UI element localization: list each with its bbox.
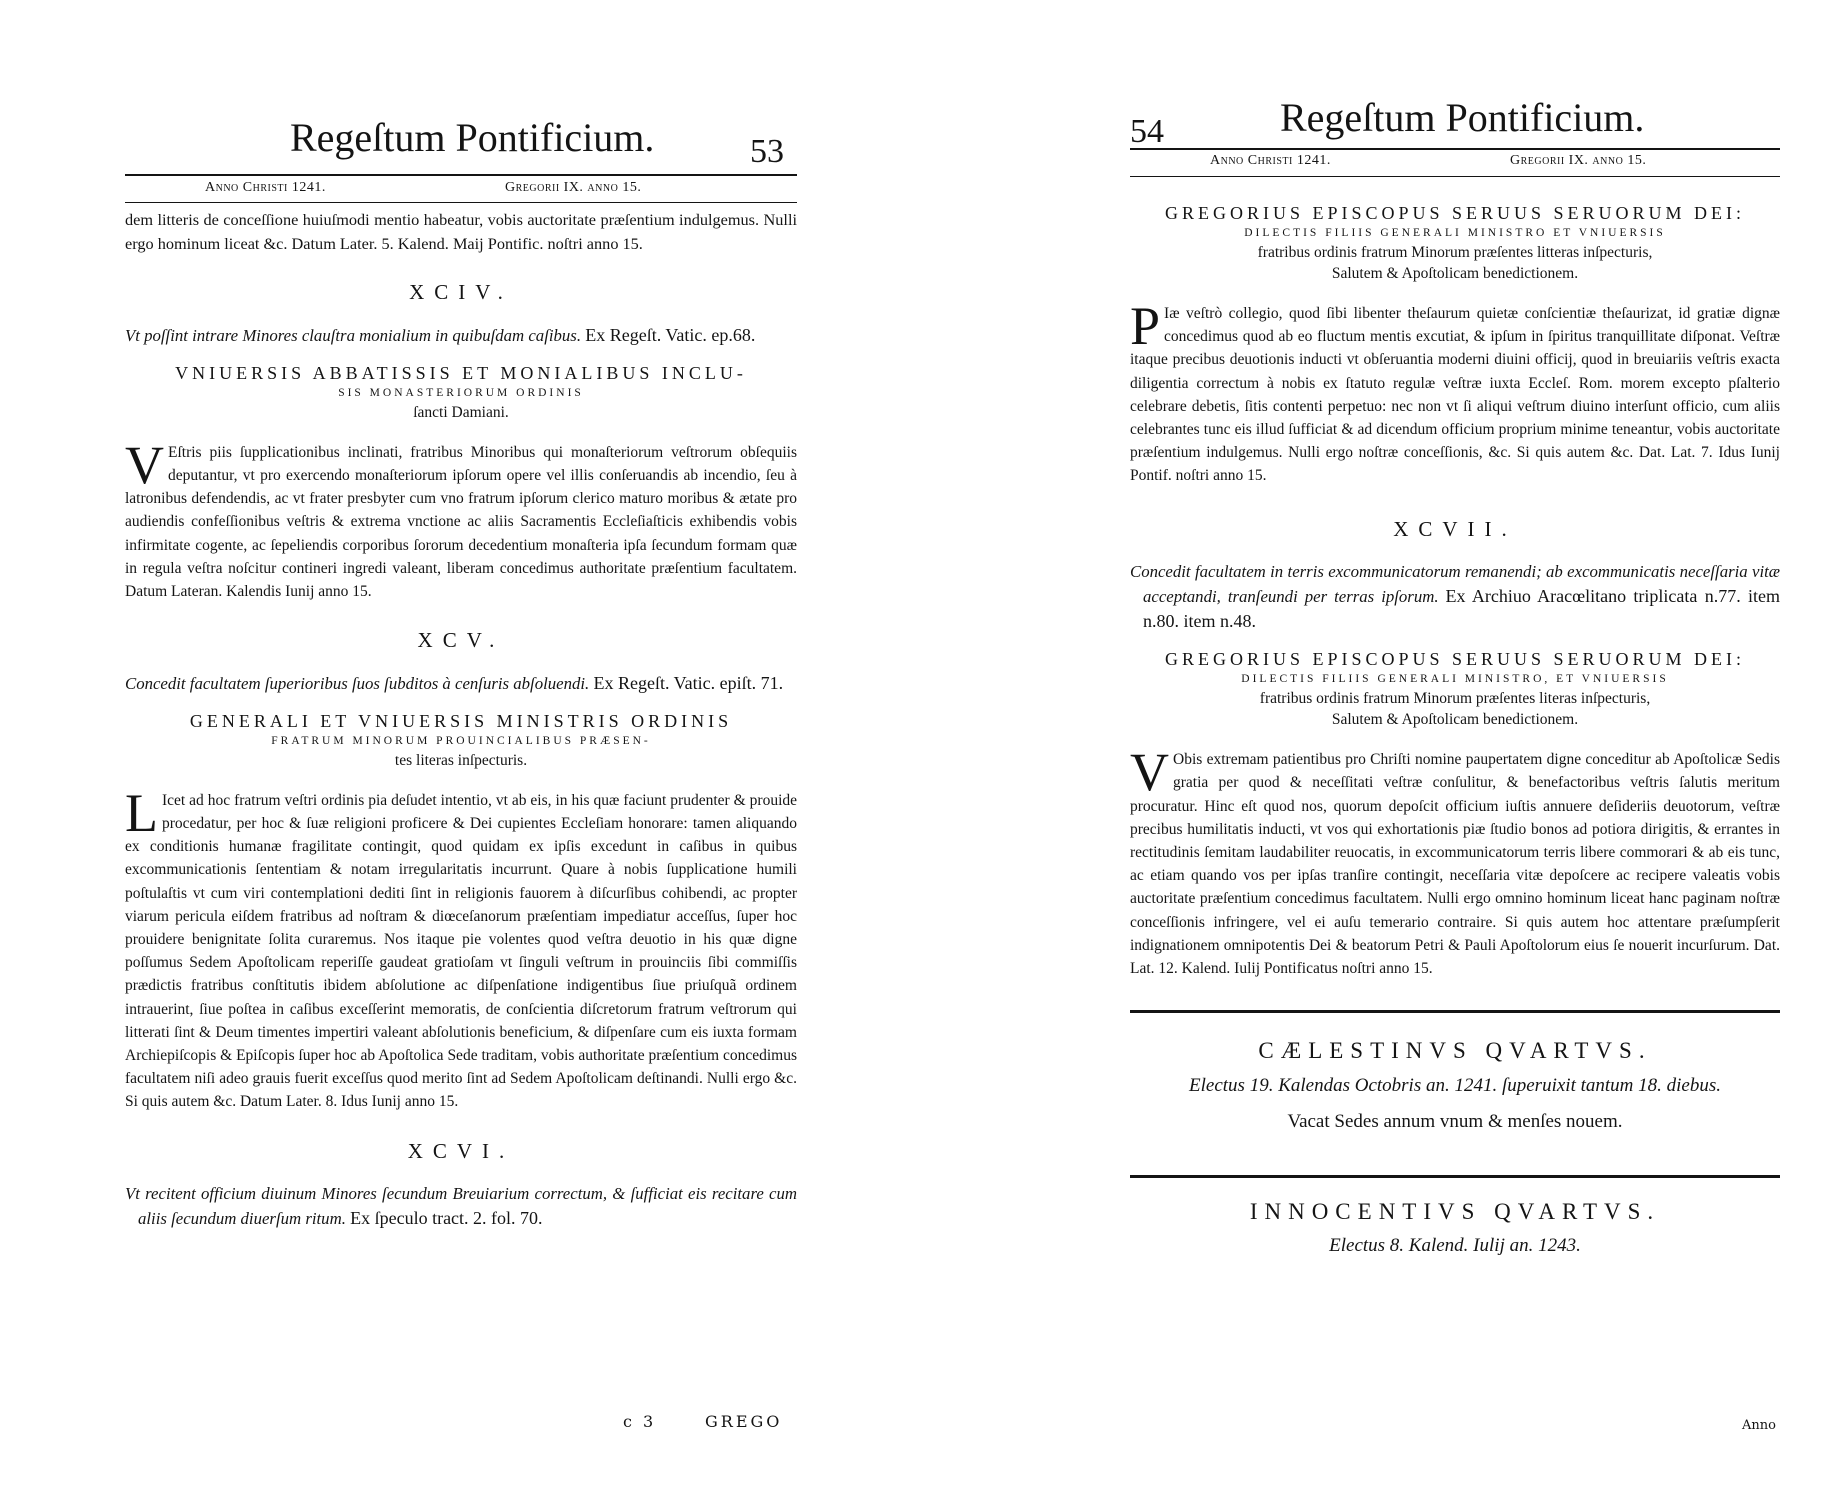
running-header [1130, 92, 1780, 152]
address-line: GREGORIUS EPISCOPUS SERUUS SERUORUM DEI: [1164, 203, 1746, 223]
section-number: XCIV. [409, 280, 513, 305]
section-rubric: Concedit facultatem in terris excommunicatorum remanendi; ab excommunicatis neceſſaria vitæ acceptandi, tranſeundi per terras ipſorum. Ex Archiuo Aracœlitano triplicata n.77. item n.80. item n.48. [1130, 562, 1780, 632]
catchword: Anno [1742, 1418, 1776, 1433]
letter-text: L Icet ad hoc fratrum veſtri ordinis pia deſudet intentio, vt ab eis, in his quæ faciunt prudenter & prouide procedatur, per hoc & ſuæ religioni proficere & Dei cupientes Eccleſiam honorare: tamen aliquando ex conditionis humanæ fragilitate contingit, quod quidam ex ipſis excedunt in caſibus in quibus excommunicationis ſententiam & notam irregularitatis incurrunt. Quare à nobis ſupplicatione humili poſtulaſtis vt cum viri contemplationi dediti ſint in religionis fauorem à diſcurſibus cohibendi, ac propter viarum pericula eiſdem fratribus ad noſtram & diœceſanorum præſentiam impediatur acceſſus, ſuper hoc prouidere benignitate ſolita curaremus. Nos itaque pie volentes quod veſtra deuotio in his quæ digne poſſumus Sedem Apoſtolicam reperiſſe gaudeat gratioſam vt ſinguli veſtrum in prouinciis ſibi commiſſis prædictis fratribus conſtitutis ibidem abſolutione ac diſpenſatione indigentibus ſiue priuſquã ordinem intrauerint, ſiue poſtea in caſibus exceſſerint memoratis, de conſcientia diſcretorum fratrum veſtrorum qui litterati ſint & Deum timentes impertiri valeant abſolutionis beneficium, & diſpenſare cum eis iuxta formam Archiepiſcopis & Epiſcopis ſuper hoc ab Apoſtolica Sede traditam, vobis authoritate præſentium concedimus facultatem niſi adeo grauis fuerit exceſſus quod merito ſint ad Sedem Apoſtolicam deſtinandi. Nulli ergo &c. Si quis autem &c. Datum Later. 8. Idus Iunij anno 15. [125, 782, 797, 1111]
left-content [125, 208, 797, 1245]
page-number: 53 [750, 133, 784, 170]
running-title: Regeſtum Pontificium. [1280, 95, 1645, 140]
source-reference: Ex Regeſt. Vatic. ep.68. [585, 324, 756, 345]
subheader-year: Anno Christi 1241. [205, 180, 326, 195]
separator-rule [1130, 1175, 1780, 1178]
pope-election: Electus 8. Kalend. Iulij an. 1243. [1329, 1235, 1581, 1257]
subheader-rule [1130, 176, 1780, 177]
right-page [1130, 0, 1780, 1500]
source-reference: Ex Archiuo Aracœlitano triplicata n.77. item n.80. item n.48. [1143, 586, 1780, 632]
section-rubric: Vt poſſint intrare Minores clauſtra monialium in quibuſdam caſibus. Ex Regeſt. Vatic. ep.68. [125, 324, 756, 345]
vacancy-note: Vacat Sedes annum vnum & menſes nouem. [1287, 1110, 1623, 1132]
header-rule [1130, 148, 1780, 150]
section-number: XCVII. [1393, 516, 1517, 541]
letter-text: V Eſtris piis ſupplicationibus inclinati, fratribus Minoribus qui monaſteriorum veſtrorum obſequiis deputantur, vt pro exercendo monaſteriorum ipſorum opere vel illis conſeruandis ab incendio, ſeu à latronibus defendendis, ac vt frater presbyter cum vno fratrum ipſorum clerico maturo moribus & ætate pro audiendis confeſſionibus veſtris & extrema vnctione ac aliis Sacramentis Eccleſiaſticis exhibendis vobis infirmitate cogente, ac ſepeliendis corporibus ſororum decedentium monaſteria ipſa ſecundum formam quæ in regula veſtra noſcitur contineri ingredi valeant, liberam concedimus authoritate præſentium facultatem. Datum Lateran. Kalendis Iunij anno 15. [125, 434, 797, 600]
running-title: Regeſtum Pontificium. [290, 115, 655, 160]
source-reference: Ex ſpeculo tract. 2. fol. 70. [350, 1208, 543, 1229]
address-line: SIS MONASTERIORUM ORDINIS [338, 386, 584, 399]
address-line: fratribus ordinis fratrum Minorum præſentes litteras inſpecturis, [1257, 244, 1653, 261]
address-line: VNIUERSIS ABBATISSIS ET MONIALIBUS INCLU- [175, 362, 747, 383]
address-line: GENERALI ET VNIUERSIS MINISTRIS ORDINIS [189, 710, 733, 731]
address-line: GREGORIUS EPISCOPUS SERUUS SERUORUM DEI: [1164, 649, 1746, 670]
subheader-year: Anno Christi 1241. [1210, 153, 1331, 168]
right-content [1130, 202, 1780, 1261]
address-line: Salutem & Apoſtolicam benedictionem. [1331, 711, 1579, 729]
drop-capital: L [125, 782, 158, 843]
subheader-rule [125, 202, 797, 203]
catchword: GREGO [705, 1412, 783, 1431]
running-header [125, 112, 797, 172]
section-rubric: Concedit facultatem ſuperioribus ſuos ſubditos à cenſuris abſoluendi. Ex Regeſt. Vatic. epiſt. 71. [125, 672, 784, 693]
address-line: DILECTIS FILIIS GENERALI MINISTRO ET VNIUERSIS [1244, 227, 1666, 239]
drop-capital: V [125, 434, 164, 495]
continuation-text: dem litteris de conceſſione huiuſmodi mentio habeatur, vobis auctoritate præſentium indulgemus. Nulli ergo hominum liceat &c. Datum Later. 5. Kalend. Maij Pontific. noſtri anno 15. [125, 210, 797, 253]
section-number: XCV. [417, 628, 505, 653]
header-rule [125, 174, 797, 176]
section-rubric: Vt recitent officium diuinum Minores ſecundum Breuiarium correctum, & ſufficiat eis recitare cum aliis ſecundum diuerſum ritum. Ex ſpeculo tract. 2. fol. 70. [125, 1184, 797, 1229]
page-number: 54 [1130, 113, 1164, 150]
left-page [125, 0, 797, 1500]
drop-capital: P [1130, 296, 1161, 356]
separator-rule [1130, 1010, 1780, 1013]
address-line: Salutem & Apoſtolicam benedictionem. [1331, 265, 1579, 282]
address-line: tes literas inſpecturis. [394, 751, 528, 769]
subheader-pontificate: Gregorii IX. anno 15. [505, 180, 642, 195]
subheader-pontificate: Gregorii IX. anno 15. [1510, 153, 1647, 168]
section-number: XCVI. [407, 1138, 515, 1163]
address-line: FRATRUM MINORUM PROUINCIALIBUS PRÆSEN- [271, 734, 651, 747]
drop-capital: V [1130, 742, 1169, 803]
pope-heading: CÆLESTINVS QVARTVS. [1258, 1038, 1652, 1064]
letter-text: V Obis extremam patientibus pro Chriſti nomine paupertatem digne conceditur ab Apoſtolicæ Sedis gratia per quod & neceſſitati veſtræ conſulitur, & benefactoribus veſtris ſalutis meritum procuratur. Hinc eſt quod nos, quorum depoſcit officium iuſtis annuere deſideriis deuotorum, veſtræ precibus humilitatis inducti, vt vos qui exhortationis piæ ſtudio bonos ad potiora dirigitis, & errantes in rectitudinis ſemitam laudabiliter reuocatis, in excommunicatorum terris libere commorari & ab eis tunc, ac etiam quando vos per ipſas tranſire contingit, neceſſaria vitæ depoſcere ac recipere valeatis vobis auctoritate præſentium concedimus facultatem. Nulli ergo omnino hominum liceat hanc paginam noſtræ conceſſionis infringere, vel ei auſu temerario contraire. Si quis autem hoc attentare præſumpſerit indignationem omnipotentis Dei & beatorum Petri & Pauli Apoſtolorum eius ſe nouerit incurſurum. Dat. Lat. 12. Kalend. Iulij Pontificatus noſtri anno 15. [1130, 742, 1780, 978]
source-reference: Ex Regeſt. Vatic. epiſt. 71. [593, 672, 784, 693]
signature-mark: c 3 [623, 1412, 657, 1431]
pope-heading: INNOCENTIVS QVARTVS. [1249, 1198, 1661, 1224]
letter-text: P Iæ veſtrò collegio, quod ſibi libenter theſaurum quietæ conſcientiæ theſaurizat, id gratiæ dignæ concedimus quod ab eo fluctum mentis excutiat, & ipſum in ſpiritus tranquillitate diſponat. Veſtræ itaque precibus deuotionis inducti vt obſeruantia moderni diuini officij, quod in breuiariis veſtris exacta diligentia correctum à nobis ex ſtatuto regulæ veſtræ iuxta Eccleſ. Rom. morem excepto pſalterio celebrare debetis, ſitis contenti perpetuo: nec non vt ſi aliqui veſtrum diuino interſunt officio, cum aliis celebrantes tunc eis illud ſufficiat & ad dicendum officium proprium minime teneantur, vobis auctoritate præſentium indulgemus. Nulli ergo noſtræ conceſſionis, &c. Si quis autem &c. Dat. Lat. 7. Idus Iunij Pontif. noſtri anno 15. [1130, 296, 1780, 485]
address-line: ſancti Damiani. [413, 403, 509, 421]
address-line: fratribus ordinis fratrum Minorum præſentes literas inſpecturis, [1259, 690, 1651, 708]
address-line: DILECTIS FILIIS GENERALI MINISTRO, ET VNIUERSIS [1241, 673, 1669, 686]
pope-election: Electus 19. Kalendas Octobris an. 1241. ſuperuixit tantum 18. diebus. [1189, 1074, 1721, 1096]
